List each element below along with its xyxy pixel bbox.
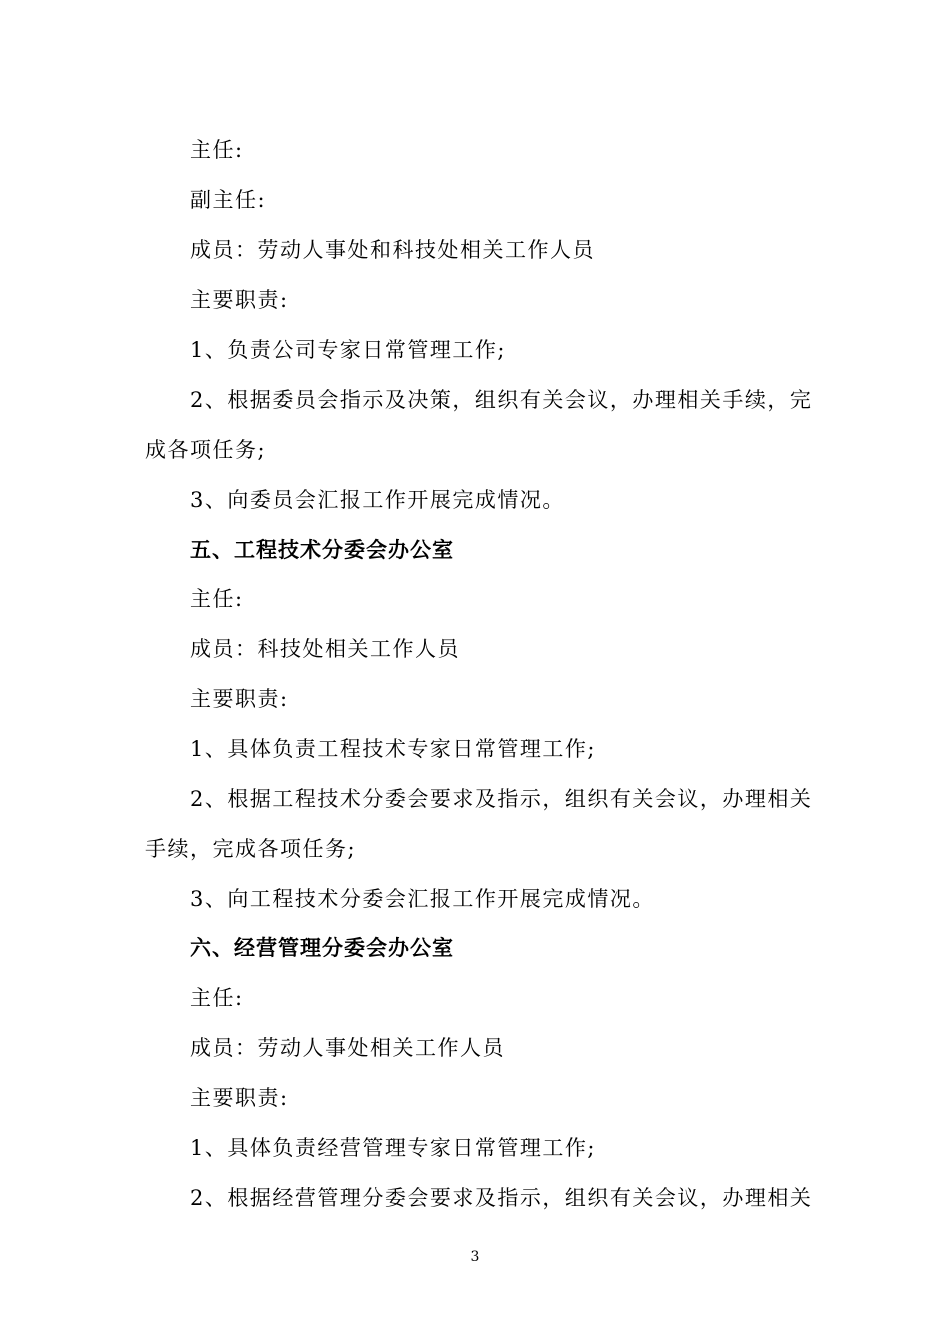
text-line: 1、具体负责经营管理专家日常管理工作; <box>190 1136 596 1160</box>
text-line: 成员：劳动人事处相关工作人员 <box>190 1036 505 1060</box>
text-line: 副主任: <box>190 188 267 212</box>
text-line: 2、根据委员会指示及决策，组织有关会议，办理相关手续，完 <box>190 388 813 412</box>
text-line: 2、根据经营管理分委会要求及指示，组织有关会议，办理相关 <box>190 1186 813 1210</box>
text-line: 手续，完成各项任务; <box>145 837 357 861</box>
text-line: 成员：科技处相关工作人员 <box>190 637 460 661</box>
text-line: 主任: <box>190 986 244 1010</box>
text-line: 成员：劳动人事处和科技处相关工作人员 <box>190 238 595 262</box>
text-line: 3、向工程技术分委会汇报工作开展完成情况。 <box>190 887 655 911</box>
text-line: 成各项任务; <box>145 438 267 462</box>
text-line: 3、向委员会汇报工作开展完成情况。 <box>190 488 565 512</box>
text-line: 主要职责: <box>190 288 289 312</box>
page-number: 3 <box>470 1249 480 1265</box>
section-heading: 六、经营管理分委会办公室 <box>190 935 454 960</box>
text-line: 1、负责公司专家日常管理工作; <box>190 338 506 362</box>
text-line: 主要职责: <box>190 1086 289 1110</box>
text-line: 主任: <box>190 138 244 162</box>
text-line: 1、具体负责工程技术专家日常管理工作; <box>190 737 596 761</box>
text-line: 2、根据工程技术分委会要求及指示，组织有关会议，办理相关 <box>190 787 813 811</box>
text-line: 主任: <box>190 587 244 611</box>
section-heading: 五、工程技术分委会办公室 <box>190 537 454 562</box>
text-line: 主要职责: <box>190 687 289 711</box>
